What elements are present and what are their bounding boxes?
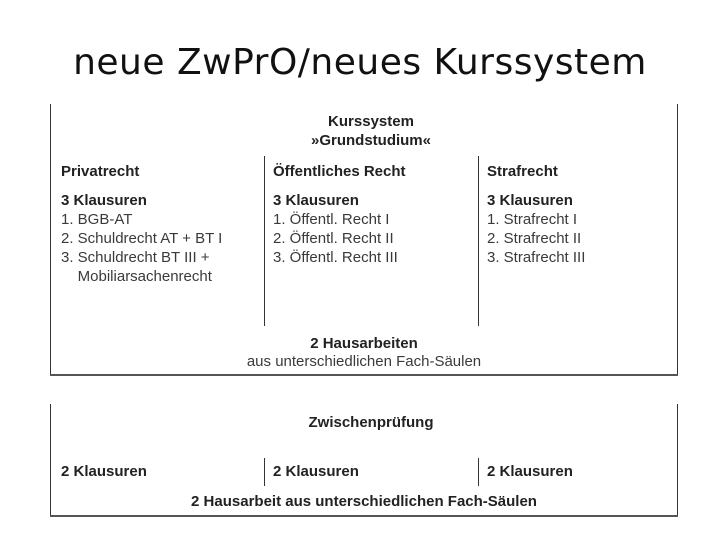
- klausur-list-strafrecht: [487, 210, 585, 267]
- list-item: 2. Öffentl. Recht II: [273, 230, 394, 247]
- column-count-oeffentliches-recht: 3 Klausuren: [273, 192, 359, 209]
- column-count-strafrecht: 3 Klausuren: [487, 192, 573, 209]
- klausur-list-privatrecht: [61, 210, 222, 286]
- list-item: 1. Strafrecht I: [487, 211, 578, 228]
- list-item: 1. BGB-AT: [61, 211, 133, 228]
- klausuren-count-col2: 2 Klausuren: [273, 463, 359, 480]
- kurssystem-heading: Kurssystem: [328, 113, 414, 130]
- column-title-strafrecht: Strafrecht: [487, 163, 558, 180]
- list-item: 2. Schuldrecht AT + BT I: [61, 230, 223, 247]
- column-divider-1: [264, 156, 265, 326]
- column-divider-2: [478, 458, 479, 486]
- bottom-rule: [50, 374, 678, 376]
- bottom-rule: [50, 515, 678, 517]
- hausarbeiten-title: 2 Hausarbeiten: [310, 335, 418, 352]
- hausarbeiten-note: aus unterschiedlichen Fach-Säulen: [246, 353, 482, 370]
- column-title-privatrecht: Privatrecht: [61, 163, 140, 180]
- zwischenpruefung-heading: Zwischenprüfung: [308, 414, 434, 431]
- list-item: 3. Öffentl. Recht III: [273, 249, 398, 266]
- klausuren-count-col3: 2 Klausuren: [487, 463, 573, 480]
- slide-title: neue ZwPrO/neues Kurssystem: [73, 42, 647, 83]
- list-item: 1. Öffentl. Recht I: [273, 211, 390, 228]
- column-count-privatrecht: 3 Klausuren: [61, 192, 147, 209]
- klausuren-count-col1: 2 Klausuren: [61, 463, 147, 480]
- column-divider-2: [478, 156, 479, 326]
- grundstudium-heading: »Grundstudium«: [310, 132, 431, 149]
- list-item: Mobiliarsachenrecht: [61, 268, 212, 285]
- hausarbeit-footer: 2 Hausarbeit aus unterschiedlichen Fach-Säulen: [191, 493, 537, 510]
- column-title-oeffentliches-recht: Öffentliches Recht: [273, 163, 406, 180]
- list-item: 2. Strafrecht II: [487, 230, 582, 247]
- list-item: 3. Schuldrecht BT III +: [61, 249, 210, 266]
- list-item: 3. Strafrecht III: [487, 249, 586, 266]
- column-divider-1: [264, 458, 265, 486]
- klausur-list-oeffentliches-recht: [273, 210, 398, 267]
